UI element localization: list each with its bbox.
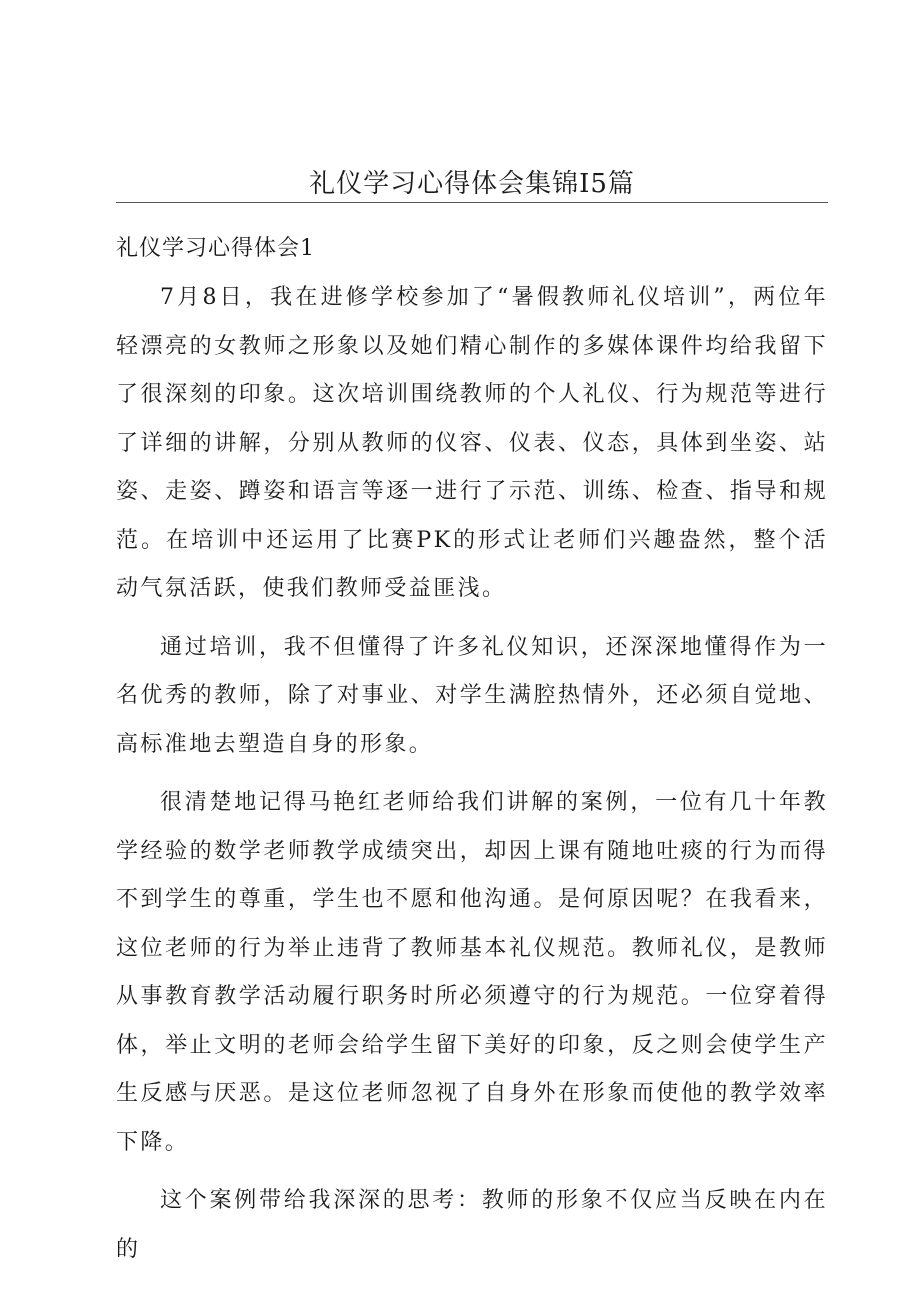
- paragraph-1: 7月8日，我在进修学校参加了“暑假教师礼仪培训”，两位年轻漂亮的女教师之形象以及她们精心制作的多媒体课件均给我留下了很深刻的印象。这次培训围绕教师的个人礼仪、行为规范等进行了详细的讲解，分别从教师的仪容、仪表、仪态，具体到坐姿、站姿、走姿、蹲姿和语言等逐一进行了示范、训练、检查、指导和规范。在培训中还运用了比赛PK的形式让老师们兴趣盎然，整个活动气氛活跃，使我们教师受益匪浅。: [116, 285, 828, 601]
- paragraph-2: 通过培训，我不但懂得了许多礼仪知识，还深深地懂得作为一名优秀的教师，除了对事业、对学生满腔热情外，还必须自觉地、高标准地去塑造自身的形象。: [116, 634, 828, 757]
- title-divider: [116, 202, 828, 203]
- document-title: 礼仪学习心得体会集锦I5篇: [309, 169, 635, 199]
- paragraph-4: 这个案例带给我深深的思考：教师的形象不仅应当反映在内在的: [116, 1188, 828, 1262]
- paragraph-3: 很清楚地记得马艳红老师给我们讲解的案例，一位有几十年教学经验的数学老师教学成绩突出，却因上课有随地吐痰的行为而得不到学生的尊重，学生也不愿和他沟通。是何原因呢？在我看来，这位老师的行为举止违背了教师基本礼仪规范。教师礼仪，是教师从事教育教学活动履行职务时所必须遵守的行为规范。一位穿着得体，举止文明的老师会给学生留下美好的印象，反之则会使学生产生反感与厌恶。是这位老师忽视了自身外在形象而使他的教学效率下降。: [116, 790, 828, 1155]
- document-body: [116, 228, 828, 1284]
- section-heading: 礼仪学习心得体会1: [116, 236, 315, 261]
